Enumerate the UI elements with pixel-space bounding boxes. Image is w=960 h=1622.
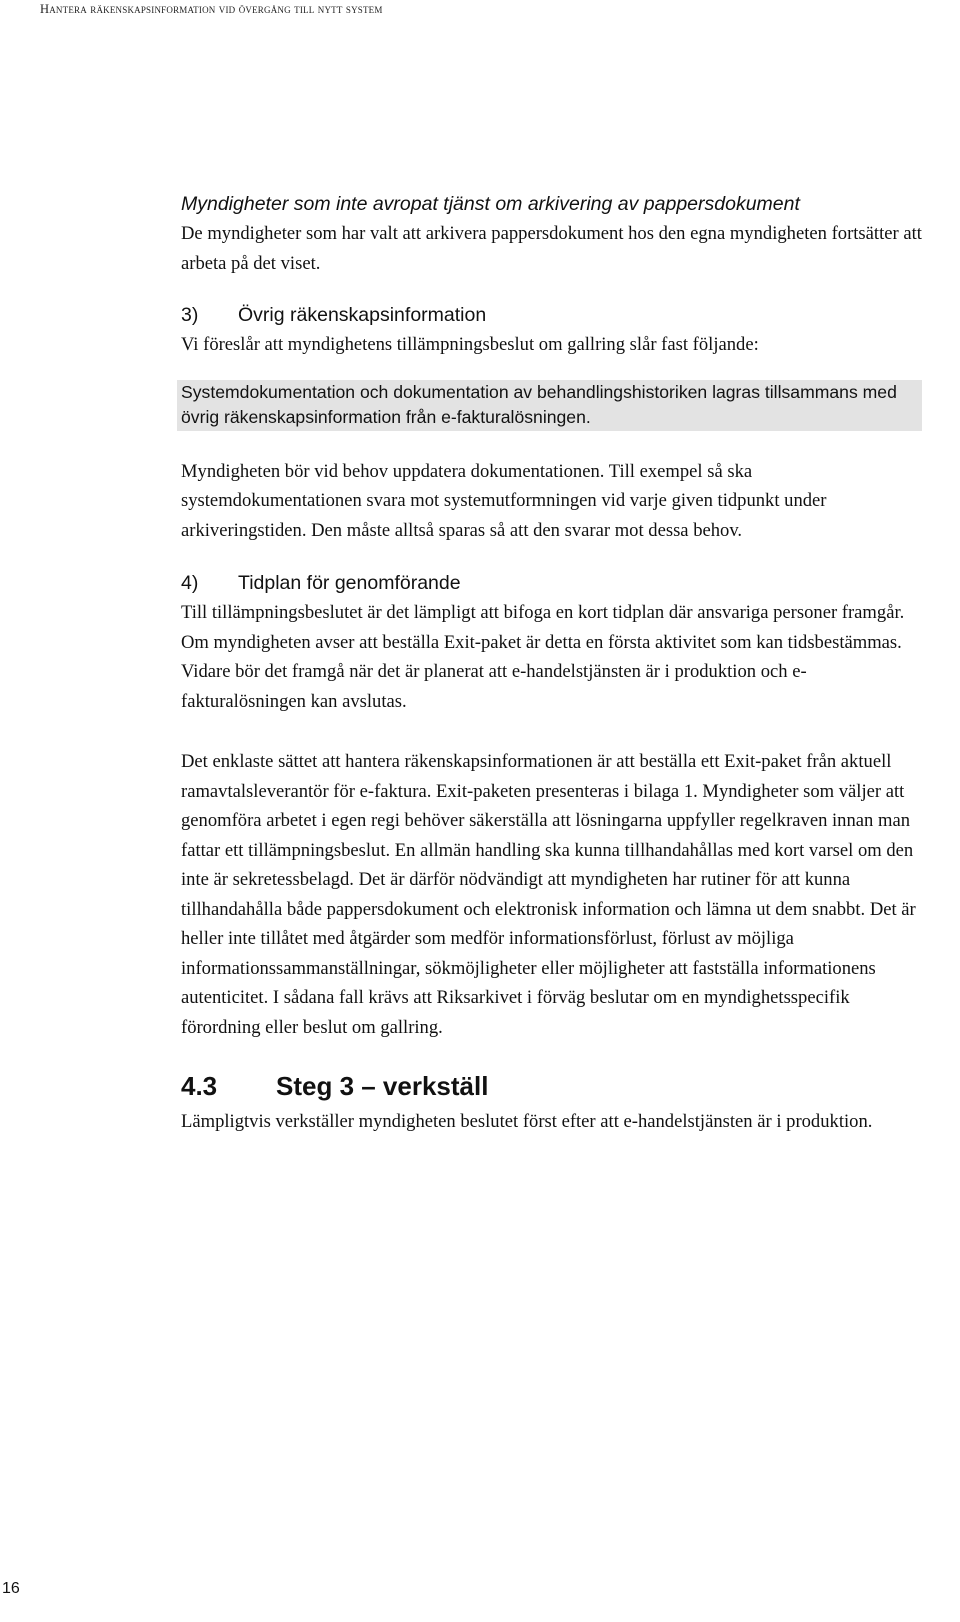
no-archiving-heading: Myndigheter som inte avropat tjänst om arkivering av pappersdokument xyxy=(181,193,800,215)
decision-quote-text: Systemdokumentation och dokumentation av behandlingshistoriken lagras tillsammans med övrig räkenskapsinformation från e-fakturalösningen. xyxy=(181,381,897,427)
timeline-title: Tidplan för genomförande xyxy=(238,572,461,594)
timeline-heading xyxy=(181,569,926,598)
timeline-number: 4) xyxy=(181,572,199,594)
step3-number: 4.3 xyxy=(181,1071,218,1101)
other-info-heading xyxy=(181,301,926,330)
decision-quote-box xyxy=(177,380,922,431)
step3-heading xyxy=(181,1069,926,1103)
other-info-number: 3) xyxy=(181,304,199,326)
other-info-intro: Vi föreslår att myndighetens tillämpningsbeslut om gallring slår fast följande: xyxy=(181,334,759,355)
no-archiving-text: De myndigheter som har valt att arkivera pappersdokument hos den egna myndigheten fortsätter att arbeta på det viset. xyxy=(181,223,922,274)
step3-title: Steg 3 – verkställ xyxy=(276,1071,489,1101)
page-number: 16 xyxy=(2,1580,20,1597)
timeline-text-1: Till tillämpningsbeslutet är det lämpligt att bifoga en kort tidplan där ansvariga personer framgår. Om myndigheten avser att beställa Exit-paket är detta en första aktivitet som kan tidsbestämmas. Vidare bör det framgå när det är planerat att e-handelstjänsten är i produktion och e-fakturalösningen kan avslutas. xyxy=(181,602,905,712)
other-info-text: Myndigheten bör vid behov uppdatera dokumentationen. Till exempel så ska systemdokumentationen svara mot systemutformningen vid varje given tidpunkt under arkiveringstiden. Den måste alltså sparas så att den svarar mot dessa behov. xyxy=(181,460,827,541)
running-header: Hantera räkenskapsinformation vid övergång till nytt system xyxy=(40,2,383,16)
document-body xyxy=(181,190,926,1137)
step3-text: Lämpligtvis verkställer myndigheten beslutet först efter att e-handelstjänsten är i produktion. xyxy=(181,1111,873,1132)
other-info-title: Övrig räkenskapsinformation xyxy=(238,304,487,326)
timeline-text-2: Det enklaste sättet att hantera räkenskapsinformationen är att beställa ett Exit-paket från aktuell ramavtalsleverantör för e-faktura. Exit-paketen presenteras i bilaga 1. Myndigheter som väljer att genomföra arbetet i egen regi behöver säkerställa att lösningarna uppfyller regelkraven innan man fattar ett tillämpningsbeslut. En allmän handling ska kunna tillhandahållas med kort varsel om den inte är sekretessbelagd. Det är därför nödvändigt att myndigheten har rutiner för att kunna tillhandahålla både pappersdokument och elektronisk information och lämna ut dem snabbt. Det är heller inte tillåtet med åtgärder som medför informationsförlust, förlust av möjliga informationssammanställningar, sökmöjligheter eller möjligheter att fastställa informationens autenticitet. I sådana fall krävs att Riksarkivet i förväg beslutar om en myndighetsspecifik förordning eller beslut om gallring. xyxy=(181,751,916,1038)
